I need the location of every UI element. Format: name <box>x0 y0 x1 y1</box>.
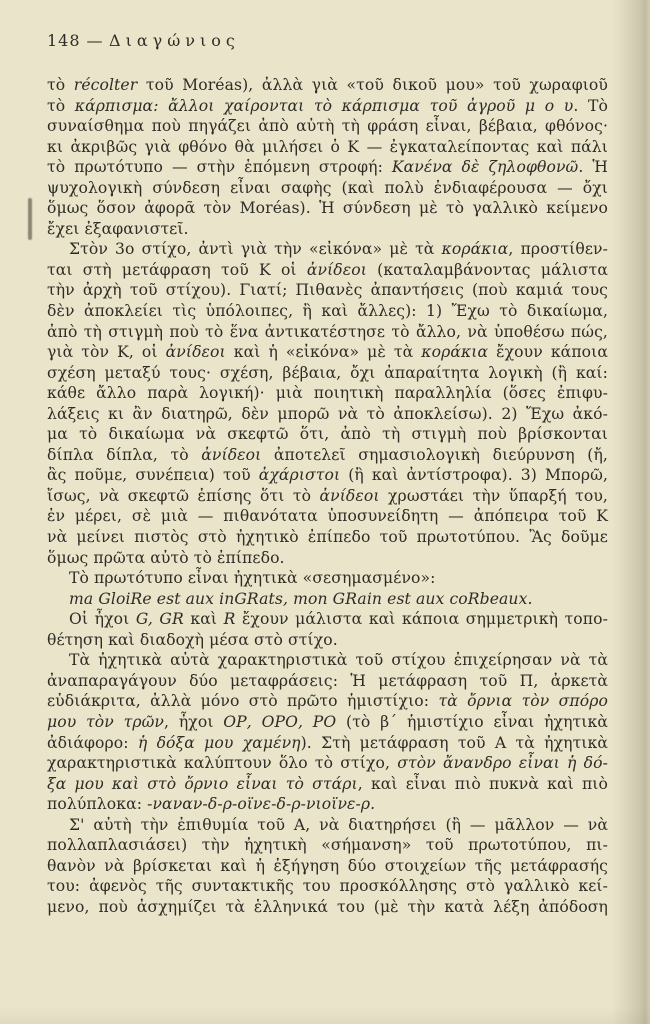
italic-text-segment: ξα μου καὶ στὸ ὄρνιο εἶναι τὸ στάρι <box>47 774 358 793</box>
text-segment: ἐν μέρει, σὲ μιὰ — πιθανότατα ὑποσυνείδητη — ἀπόπειρα τοῦ Κ <box>47 507 608 526</box>
text-block <box>47 75 608 917</box>
text-line <box>47 815 608 836</box>
text-segment: . Ἡ <box>578 158 608 177</box>
text-segment: ὅμως πρῶτα αὐτὸ τὸ ἐπίπεδο. <box>47 548 285 567</box>
text-line <box>47 96 608 117</box>
text-segment: δὲν ἀποκλείει τὶς ὑπόλοιπες, ἢ καὶ ἄλλες): 1) Ἔχω τὸ δικαίωμα, <box>47 302 608 321</box>
text-line <box>47 424 608 445</box>
text-segment: τὴν ἀρχὴ τοῦ στίχου). Γιατί; Πιθανὲς ἀπαντήσεις (ποὺ καμιά τους <box>47 281 608 300</box>
text-line <box>47 897 608 918</box>
text-segment: πολύπλοκα: <box>47 795 148 814</box>
text-segment: ται στὴ μετάφραση τοῦ Κ οἱ <box>47 260 307 279</box>
text-segment: γιὰ τὸν Κ, οἱ <box>47 343 166 362</box>
text-segment: χρωστάει τὴν ὕπαρξή του, <box>379 486 608 505</box>
italic-text-segment: -ναναν-δ-ρ-οϊνε-δ-ρ-νιοϊνε-ρ. <box>147 795 376 814</box>
text-line <box>47 733 608 754</box>
text-segment: σχέση μεταξύ τους· σχέση, βέβαια, ὄχι ἀπαραίτητα λογικὴ (ἢ καί: <box>47 363 608 382</box>
text-segment: ὅμως ὅσον ἀφορᾶ τὸν Moréas). Ἡ σύνδεση μὲ τὸ γαλλικὸ κείμενο <box>47 199 608 218</box>
text-segment: κι ἀκριβῶς γιὰ φθόνο θὰ μιλήσει ὁ Κ — ἐγκαταλείποντας καὶ πάλι <box>47 137 608 156</box>
text-segment: (καταλαμβάνοντας μάλιστα <box>366 260 608 279</box>
text-segment: τοῦ Moréas), ἀλλὰ γιὰ «τοῦ δικοῦ μου» τοῦ χωραφιοῦ <box>137 76 608 94</box>
text-line <box>47 589 608 610</box>
text-line <box>47 794 608 815</box>
text-segment: θέτηση καὶ διαδοχὴ μέσα στὸ στίχο. <box>47 630 338 649</box>
text-segment: Οἱ ἦχοι <box>69 610 136 629</box>
italic-text-segment: τὰ ὄρνια τὸν σπόρο <box>438 692 609 711</box>
text-line <box>47 630 608 651</box>
text-segment: , προστίθεν- <box>508 240 608 259</box>
text-segment: ἀναπαραγάγουν δύο μεταφράσεις: Ἡ μετάφραση τοῦ Π, ἀρκετὰ <box>47 671 608 690</box>
italic-text-segment: κοράκια <box>421 343 489 362</box>
text-segment: του: ἀφενὸς τῆς συντακτικῆς του προσκόλλησης στὸ γαλλικὸ κεί- <box>47 877 608 896</box>
text-segment: , ἦχοι <box>164 712 224 731</box>
running-head <box>47 31 603 50</box>
italic-text-segment: Κανένα δὲ ζηλοφθονῶ <box>391 158 579 177</box>
text-line <box>47 876 608 897</box>
text-segment: δίπλα δίπλα, τὸ <box>47 445 202 464</box>
text-line <box>47 691 608 712</box>
text-segment: τὸ <box>47 76 74 94</box>
text-line <box>47 527 608 548</box>
text-line <box>47 280 608 301</box>
text-segment: (τὸ β´ ἡμιστίχιο εἶναι ἠχητικὰ <box>336 712 608 731</box>
journal-title: Διαγώνιος <box>109 31 240 50</box>
italic-text-segment: ἄλλοι χαίρονται τὸ κάρπισμα τοῦ ἀγροῦ μ ο υ <box>168 96 574 115</box>
text-line <box>47 342 608 363</box>
page-number: 148 <box>47 31 81 50</box>
text-line <box>47 486 608 507</box>
text-line <box>47 239 608 260</box>
text-line <box>47 856 608 877</box>
text-segment: ἔχουν μάλιστα καὶ κάποια σημμετρικὴ τοπο- <box>235 610 608 629</box>
text-line <box>47 753 608 774</box>
text-segment: (ἢ καὶ ἀντίστροφα). 3) Μπορῶ, <box>340 466 608 485</box>
text-line <box>47 178 608 199</box>
text-line <box>47 774 608 795</box>
text-segment: συναίσθημα ποὺ πηγάζει ἀπὸ αὐτὴ τὴ φράση εἶναι, βέβαια, φθόνος· <box>47 117 608 136</box>
text-segment: ἔχουν κάποια <box>488 343 608 362</box>
text-line <box>47 301 608 322</box>
text-line <box>47 198 608 219</box>
text-line <box>47 260 608 281</box>
text-line <box>47 137 608 158</box>
text-line <box>47 609 608 630</box>
text-line <box>47 835 608 856</box>
scan-artifact-mark <box>28 198 32 240</box>
italic-text-segment: ἀνίδεοι <box>201 445 262 464</box>
text-segment: ἂς ποῦμε, συνέπεια) τοῦ <box>47 466 259 485</box>
text-segment: νὰ μείνει πιστὸς στὸ ἠχητικὸ ἐπίπεδο τοῦ πρωτοτύπου. Ἂς δοῦμε <box>47 528 608 547</box>
text-segment: καὶ <box>183 610 224 629</box>
text-line <box>47 506 608 527</box>
text-segment: εὐδιάκριτα, ἀλλὰ μόνο στὸ πρῶτο ἡμιστίχιο: <box>47 692 439 711</box>
text-line <box>47 465 608 486</box>
italic-text-segment: récolter <box>73 76 138 94</box>
text-segment: θανὸν νὰ βρίσκεται καὶ ἡ ἐξήγηση δύο στοιχείων τῆς μετάφρασής <box>47 856 608 875</box>
italic-text-segment: R <box>223 610 236 629</box>
text-line <box>47 671 608 692</box>
italic-text-segment: ΟΡ, ΟΡΟ, ΡΟ <box>223 712 337 731</box>
text-segment: ἔχει ἐξαφανιστεῖ. <box>47 219 189 238</box>
text-segment: κάθε ἄλλο παρὰ λογική)· μιὰ ποιητικὴ παραλληλία (ὅσες ἐπιφυ- <box>47 384 608 403</box>
text-segment: ἀποτελεῖ σημασιολογικὴ διεύρυνση (ἤ, <box>261 445 608 464</box>
italic-text-segment: κοράκια <box>441 240 509 259</box>
text-segment: . Τὸ <box>573 96 608 115</box>
italic-text-segment: ἀχάριστοι <box>258 466 341 485</box>
text-segment: Τὰ ἠχητικὰ αὐτὰ χαρακτηριστικὰ τοῦ στίχου ἐπιχείρησαν νὰ τὰ <box>69 651 608 670</box>
text-segment: λάξεις κι ἂν διατηρῶ, δὲν μπορῶ νὰ τὸ ἀποκλείσω). 2) Ἔχω ἀκό- <box>47 404 608 423</box>
italic-text-segment: ἀνίδεοι <box>306 260 367 279</box>
text-line <box>47 116 608 137</box>
text-segment: πολλαπλασιάσει) τὴν ἠχητικὴ «σήμανση» τοῦ πρωτοτύπου, πι- <box>47 836 608 855</box>
text-segment: χαρακτηριστικὰ καλύπτουν ὅλο τὸ στίχο, <box>47 754 398 773</box>
text-line <box>47 157 608 178</box>
text-segment <box>159 97 169 115</box>
text-line <box>47 712 608 733</box>
text-line <box>47 363 608 384</box>
text-segment: μα τὸ δικαίωμα νὰ σκεφτῶ ὅτι, ἀπὸ τὴ στιγμὴ ποὺ βρίσκονται <box>47 425 608 444</box>
text-segment: ψυχολογικὴ σύνδεση εἶναι σαφὴς (καὶ πολὺ ἐνδιαφέρουσα — ὄχι <box>47 178 608 197</box>
text-line <box>47 322 608 343</box>
text-line <box>47 75 608 96</box>
text-segment: ἀπὸ τὴ στιγμὴ ποὺ τὸ ἕνα ἀντικατέστησε τὸ ἄλλο, νὰ ὑποθέσω πώς, <box>47 322 608 341</box>
text-segment: ἴσως, νὰ σκεφτῶ ἐπίσης ὅτι τὸ <box>47 486 320 505</box>
text-line <box>47 650 608 671</box>
italic-text-segment: G, GR <box>135 610 184 629</box>
text-line <box>47 548 608 569</box>
italic-text-segment: ἡ δόξα μου χαμένη <box>137 733 301 752</box>
italic-text-segment: ἀνίδεοι <box>165 343 226 362</box>
text-segment: ἀδιάφορο: <box>47 733 138 752</box>
text-line <box>47 404 608 425</box>
italic-text-segment: ἀνίδεοι <box>319 486 380 505</box>
text-line <box>47 568 608 589</box>
text-segment: καὶ ἡ «εἰκόνα» μὲ τὰ <box>225 343 422 362</box>
text-line <box>47 445 608 466</box>
italic-text-segment: ma GloiRe est aux inGRats, mon GRain est aux coRbeaux. <box>69 589 533 608</box>
text-segment: Σ' αὐτὴ τὴν ἐπιθυμία τοῦ Α, νὰ διατηρήσει (ἢ — μᾶλλον — νὰ <box>69 815 608 834</box>
text-segment: τὸ πρωτότυπο — στὴν ἑπόμενη στροφή: <box>47 158 392 177</box>
text-segment: ). Στὴ μετάφραση τοῦ Α τὰ ἠχητικὰ <box>300 733 608 752</box>
text-segment: τὸ <box>47 96 75 115</box>
text-segment: Τὸ πρωτότυπο εἶναι ἠχητικὰ «σεσημασμένο»: <box>69 569 436 588</box>
italic-text-segment: μου τὸν τρῶν <box>47 712 165 731</box>
italic-text-segment: κάρπισμα: <box>74 96 159 115</box>
text-segment: , καὶ εἶναι πιὸ πυκνὰ καὶ πιὸ <box>357 774 608 793</box>
running-head-separator: — <box>86 31 104 50</box>
italic-text-segment: στὸν ἄνανδρο εἶναι ἡ δό- <box>397 754 608 773</box>
text-line <box>47 219 608 240</box>
text-segment: Στὸν 3ο στίχο, ἀντὶ γιὰ τὴν «εἰκόνα» μὲ τὰ <box>69 240 442 259</box>
text-segment: μενο, ποὺ ἀσχημίζει τὰ ἑλληνικά του (μὲ τὴν κατὰ λέξη ἀπόδοση <box>47 897 608 916</box>
text-line <box>47 383 608 404</box>
